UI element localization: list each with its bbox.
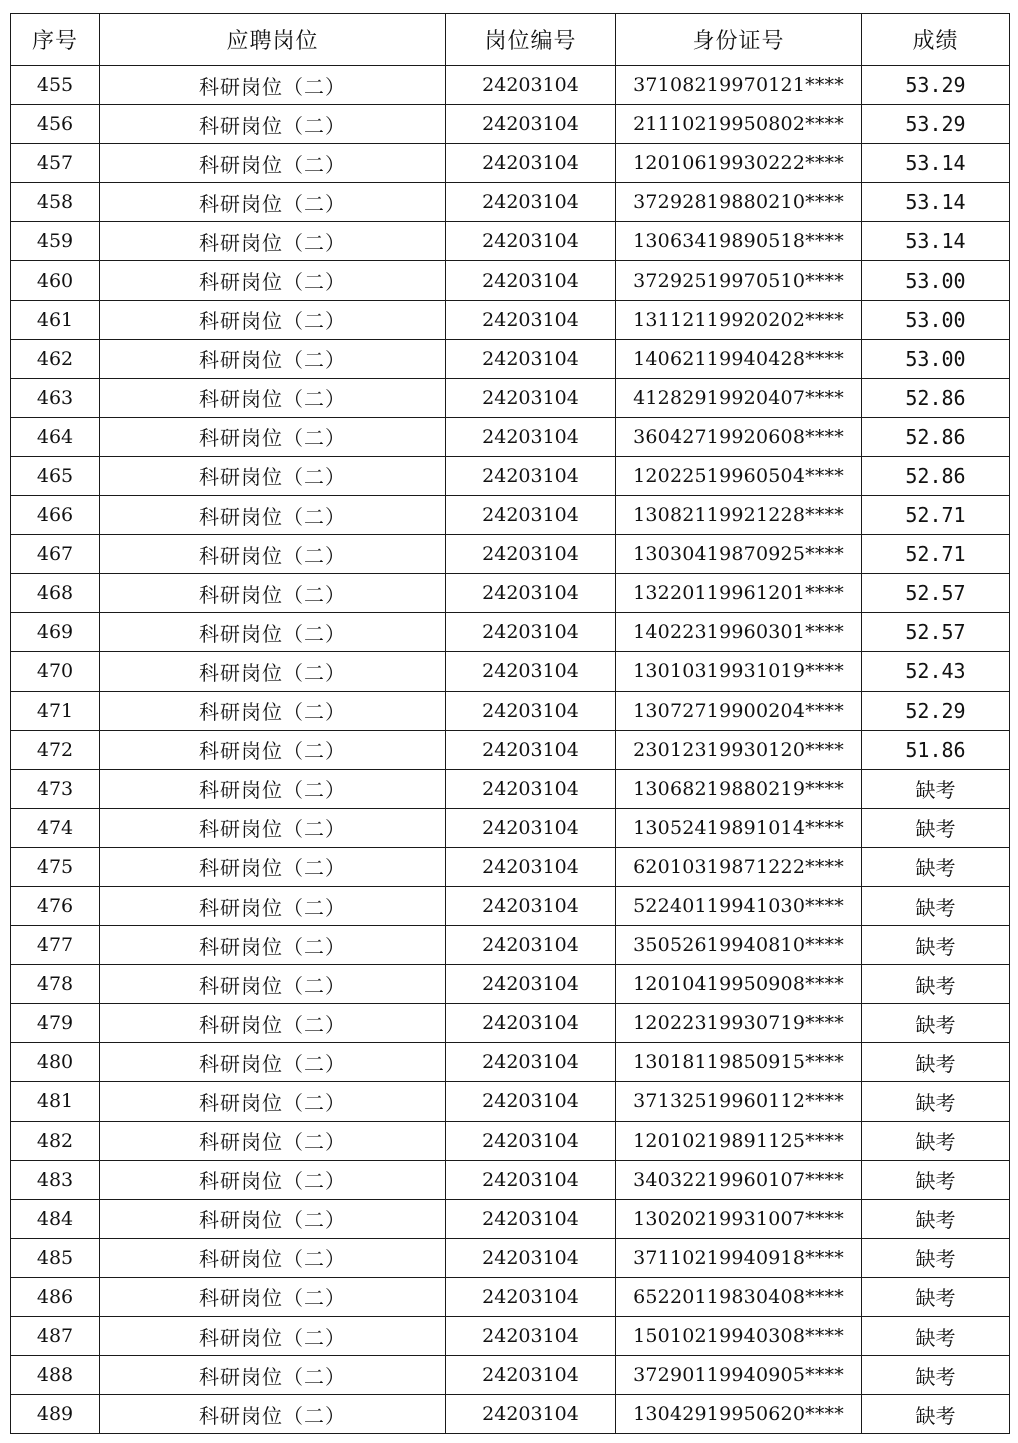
cell-position: 科研岗位（二） <box>100 1004 446 1043</box>
table-row <box>11 1121 1010 1160</box>
cell-id-number: 37292819880210**** <box>616 183 862 222</box>
cell-id-number: 13018119850915**** <box>616 1043 862 1082</box>
cell-score: 缺考 <box>862 1199 1010 1238</box>
table-row <box>11 66 1010 105</box>
header-seq: 序号 <box>11 14 100 66</box>
cell-seq: 455 <box>11 66 100 105</box>
cell-id-number: 13072719900204**** <box>616 691 862 730</box>
cell-position-code: 24203104 <box>446 261 616 300</box>
cell-position: 科研岗位（二） <box>100 769 446 808</box>
table-row <box>11 1199 1010 1238</box>
cell-position-code: 24203104 <box>446 183 616 222</box>
cell-position-code: 24203104 <box>446 535 616 574</box>
cell-id-number: 34032219960107**** <box>616 1160 862 1199</box>
cell-seq: 463 <box>11 378 100 417</box>
cell-id-number: 37108219970121**** <box>616 66 862 105</box>
cell-position-code: 24203104 <box>446 769 616 808</box>
cell-score: 52.86 <box>862 456 1010 495</box>
table-row <box>11 1043 1010 1082</box>
cell-score: 缺考 <box>862 1121 1010 1160</box>
table-row <box>11 691 1010 730</box>
header-row <box>11 14 1010 66</box>
cell-score: 缺考 <box>862 847 1010 886</box>
cell-seq: 461 <box>11 300 100 339</box>
cell-score: 52.57 <box>862 574 1010 613</box>
cell-position: 科研岗位（二） <box>100 1199 446 1238</box>
cell-position: 科研岗位（二） <box>100 183 446 222</box>
cell-position-code: 24203104 <box>446 1121 616 1160</box>
cell-id-number: 13068219880219**** <box>616 769 862 808</box>
cell-score: 缺考 <box>862 965 1010 1004</box>
cell-seq: 476 <box>11 886 100 925</box>
cell-position: 科研岗位（二） <box>100 1082 446 1121</box>
cell-seq: 466 <box>11 496 100 535</box>
table-row <box>11 222 1010 261</box>
cell-position-code: 24203104 <box>446 886 616 925</box>
cell-score: 53.00 <box>862 339 1010 378</box>
cell-id-number: 65220119830408**** <box>616 1277 862 1316</box>
header-score: 成绩 <box>862 14 1010 66</box>
cell-seq: 456 <box>11 105 100 144</box>
cell-position: 科研岗位（二） <box>100 105 446 144</box>
cell-position: 科研岗位（二） <box>100 808 446 847</box>
cell-seq: 460 <box>11 261 100 300</box>
table-row <box>11 417 1010 456</box>
cell-seq: 483 <box>11 1160 100 1199</box>
cell-score: 52.71 <box>862 496 1010 535</box>
cell-score: 缺考 <box>862 1082 1010 1121</box>
cell-position-code: 24203104 <box>446 926 616 965</box>
cell-position: 科研岗位（二） <box>100 496 446 535</box>
cell-position: 科研岗位（二） <box>100 730 446 769</box>
cell-id-number: 37110219940918**** <box>616 1238 862 1277</box>
cell-id-number: 21110219950802**** <box>616 105 862 144</box>
cell-position-code: 24203104 <box>446 1395 616 1434</box>
cell-score: 53.00 <box>862 300 1010 339</box>
cell-score: 缺考 <box>862 1395 1010 1434</box>
cell-seq: 473 <box>11 769 100 808</box>
cell-seq: 471 <box>11 691 100 730</box>
cell-position-code: 24203104 <box>446 730 616 769</box>
cell-score: 缺考 <box>862 1043 1010 1082</box>
cell-id-number: 41282919920407**** <box>616 378 862 417</box>
table-row <box>11 378 1010 417</box>
cell-id-number: 15010219940308**** <box>616 1317 862 1356</box>
cell-position-code: 24203104 <box>446 691 616 730</box>
cell-id-number: 62010319871222**** <box>616 847 862 886</box>
cell-seq: 468 <box>11 574 100 613</box>
table-body <box>11 66 1010 1434</box>
cell-position-code: 24203104 <box>446 1043 616 1082</box>
cell-id-number: 12010419950908**** <box>616 965 862 1004</box>
cell-position: 科研岗位（二） <box>100 652 446 691</box>
cell-seq: 486 <box>11 1277 100 1316</box>
cell-seq: 489 <box>11 1395 100 1434</box>
cell-position-code: 24203104 <box>446 66 616 105</box>
cell-position-code: 24203104 <box>446 496 616 535</box>
table-row <box>11 965 1010 1004</box>
cell-id-number: 36042719920608**** <box>616 417 862 456</box>
cell-seq: 464 <box>11 417 100 456</box>
table-row <box>11 652 1010 691</box>
cell-id-number: 37292519970510**** <box>616 261 862 300</box>
cell-position: 科研岗位（二） <box>100 574 446 613</box>
cell-seq: 484 <box>11 1199 100 1238</box>
cell-position: 科研岗位（二） <box>100 1121 446 1160</box>
cell-score: 缺考 <box>862 1317 1010 1356</box>
cell-id-number: 12010219891125**** <box>616 1121 862 1160</box>
table-row <box>11 456 1010 495</box>
cell-id-number: 37290119940905**** <box>616 1356 862 1395</box>
table-row <box>11 574 1010 613</box>
cell-score: 53.14 <box>862 183 1010 222</box>
table-row <box>11 847 1010 886</box>
cell-position-code: 24203104 <box>446 1356 616 1395</box>
cell-position-code: 24203104 <box>446 965 616 1004</box>
cell-position: 科研岗位（二） <box>100 417 446 456</box>
cell-id-number: 13082119921228**** <box>616 496 862 535</box>
cell-position: 科研岗位（二） <box>100 613 446 652</box>
table-row <box>11 496 1010 535</box>
cell-score: 52.86 <box>862 378 1010 417</box>
cell-id-number: 14022319960301**** <box>616 613 862 652</box>
cell-seq: 470 <box>11 652 100 691</box>
cell-id-number: 13112119920202**** <box>616 300 862 339</box>
table-row <box>11 183 1010 222</box>
cell-position-code: 24203104 <box>446 613 616 652</box>
cell-position: 科研岗位（二） <box>100 691 446 730</box>
cell-score: 52.71 <box>862 535 1010 574</box>
cell-seq: 481 <box>11 1082 100 1121</box>
cell-position-code: 24203104 <box>446 222 616 261</box>
cell-position-code: 24203104 <box>446 1317 616 1356</box>
cell-seq: 480 <box>11 1043 100 1082</box>
cell-position-code: 24203104 <box>446 1004 616 1043</box>
cell-id-number: 35052619940810**** <box>616 926 862 965</box>
cell-position-code: 24203104 <box>446 339 616 378</box>
cell-position: 科研岗位（二） <box>100 300 446 339</box>
cell-position-code: 24203104 <box>446 456 616 495</box>
cell-position: 科研岗位（二） <box>100 339 446 378</box>
cell-position-code: 24203104 <box>446 378 616 417</box>
cell-position: 科研岗位（二） <box>100 456 446 495</box>
cell-seq: 474 <box>11 808 100 847</box>
cell-score: 缺考 <box>862 808 1010 847</box>
cell-seq: 479 <box>11 1004 100 1043</box>
cell-score: 52.86 <box>862 417 1010 456</box>
cell-position-code: 24203104 <box>446 300 616 339</box>
cell-seq: 462 <box>11 339 100 378</box>
cell-id-number: 13063419890518**** <box>616 222 862 261</box>
cell-position: 科研岗位（二） <box>100 378 446 417</box>
cell-id-number: 13020219931007**** <box>616 1199 862 1238</box>
cell-position-code: 24203104 <box>446 574 616 613</box>
cell-position: 科研岗位（二） <box>100 535 446 574</box>
table-row <box>11 1004 1010 1043</box>
cell-position: 科研岗位（二） <box>100 847 446 886</box>
cell-position: 科研岗位（二） <box>100 1277 446 1316</box>
cell-score: 缺考 <box>862 886 1010 925</box>
cell-score: 52.57 <box>862 613 1010 652</box>
cell-id-number: 14062119940428**** <box>616 339 862 378</box>
table-row <box>11 1317 1010 1356</box>
table-header <box>11 14 1010 66</box>
table-row <box>11 339 1010 378</box>
cell-id-number: 23012319930120**** <box>616 730 862 769</box>
cell-score: 缺考 <box>862 1160 1010 1199</box>
cell-seq: 465 <box>11 456 100 495</box>
table-row <box>11 105 1010 144</box>
cell-position-code: 24203104 <box>446 1238 616 1277</box>
cell-position: 科研岗位（二） <box>100 144 446 183</box>
cell-position-code: 24203104 <box>446 1277 616 1316</box>
cell-id-number: 13030419870925**** <box>616 535 862 574</box>
cell-seq: 459 <box>11 222 100 261</box>
cell-position-code: 24203104 <box>446 105 616 144</box>
cell-position: 科研岗位（二） <box>100 1356 446 1395</box>
cell-score: 53.29 <box>862 66 1010 105</box>
header-position-code: 岗位编号 <box>446 14 616 66</box>
cell-id-number: 13220119961201**** <box>616 574 862 613</box>
cell-position: 科研岗位（二） <box>100 965 446 1004</box>
cell-position: 科研岗位（二） <box>100 1043 446 1082</box>
cell-score: 53.14 <box>862 144 1010 183</box>
table-row <box>11 808 1010 847</box>
cell-position: 科研岗位（二） <box>100 66 446 105</box>
table-row <box>11 1395 1010 1434</box>
cell-seq: 477 <box>11 926 100 965</box>
cell-seq: 472 <box>11 730 100 769</box>
cell-position: 科研岗位（二） <box>100 222 446 261</box>
header-id-number: 身份证号 <box>616 14 862 66</box>
cell-score: 51.86 <box>862 730 1010 769</box>
cell-seq: 478 <box>11 965 100 1004</box>
cell-id-number: 13052419891014**** <box>616 808 862 847</box>
cell-id-number: 12022319930719**** <box>616 1004 862 1043</box>
cell-seq: 488 <box>11 1356 100 1395</box>
table-row <box>11 144 1010 183</box>
cell-seq: 458 <box>11 183 100 222</box>
cell-id-number: 12022519960504**** <box>616 456 862 495</box>
cell-position-code: 24203104 <box>446 144 616 183</box>
table-row <box>11 1356 1010 1395</box>
table-row <box>11 300 1010 339</box>
cell-position-code: 24203104 <box>446 1082 616 1121</box>
cell-score: 52.43 <box>862 652 1010 691</box>
cell-seq: 467 <box>11 535 100 574</box>
cell-score: 缺考 <box>862 769 1010 808</box>
cell-score: 缺考 <box>862 1238 1010 1277</box>
cell-score: 缺考 <box>862 1356 1010 1395</box>
table-row <box>11 1082 1010 1121</box>
cell-seq: 487 <box>11 1317 100 1356</box>
cell-position-code: 24203104 <box>446 1160 616 1199</box>
cell-position: 科研岗位（二） <box>100 1160 446 1199</box>
cell-seq: 475 <box>11 847 100 886</box>
cell-score: 缺考 <box>862 1004 1010 1043</box>
table-row <box>11 730 1010 769</box>
cell-seq: 457 <box>11 144 100 183</box>
cell-score: 53.00 <box>862 261 1010 300</box>
cell-position-code: 24203104 <box>446 808 616 847</box>
header-position: 应聘岗位 <box>100 14 446 66</box>
cell-position: 科研岗位（二） <box>100 1238 446 1277</box>
cell-score: 缺考 <box>862 1277 1010 1316</box>
results-table <box>10 13 1010 1434</box>
table-row <box>11 926 1010 965</box>
table-row <box>11 535 1010 574</box>
cell-seq: 469 <box>11 613 100 652</box>
cell-score: 53.14 <box>862 222 1010 261</box>
table-row <box>11 613 1010 652</box>
table-row <box>11 769 1010 808</box>
table-row <box>11 261 1010 300</box>
table-row <box>11 1238 1010 1277</box>
cell-position-code: 24203104 <box>446 1199 616 1238</box>
cell-position-code: 24203104 <box>446 652 616 691</box>
table-row <box>11 1277 1010 1316</box>
cell-position: 科研岗位（二） <box>100 261 446 300</box>
cell-id-number: 52240119941030**** <box>616 886 862 925</box>
cell-score: 52.29 <box>862 691 1010 730</box>
cell-position: 科研岗位（二） <box>100 886 446 925</box>
table-row <box>11 1160 1010 1199</box>
table-row <box>11 886 1010 925</box>
cell-score: 缺考 <box>862 926 1010 965</box>
cell-id-number: 13042919950620**** <box>616 1395 862 1434</box>
cell-seq: 485 <box>11 1238 100 1277</box>
cell-position: 科研岗位（二） <box>100 1395 446 1434</box>
cell-score: 53.29 <box>862 105 1010 144</box>
cell-position-code: 24203104 <box>446 847 616 886</box>
cell-id-number: 12010619930222**** <box>616 144 862 183</box>
cell-position-code: 24203104 <box>446 417 616 456</box>
cell-id-number: 13010319931019**** <box>616 652 862 691</box>
cell-position: 科研岗位（二） <box>100 926 446 965</box>
cell-id-number: 37132519960112**** <box>616 1082 862 1121</box>
cell-seq: 482 <box>11 1121 100 1160</box>
cell-position: 科研岗位（二） <box>100 1317 446 1356</box>
